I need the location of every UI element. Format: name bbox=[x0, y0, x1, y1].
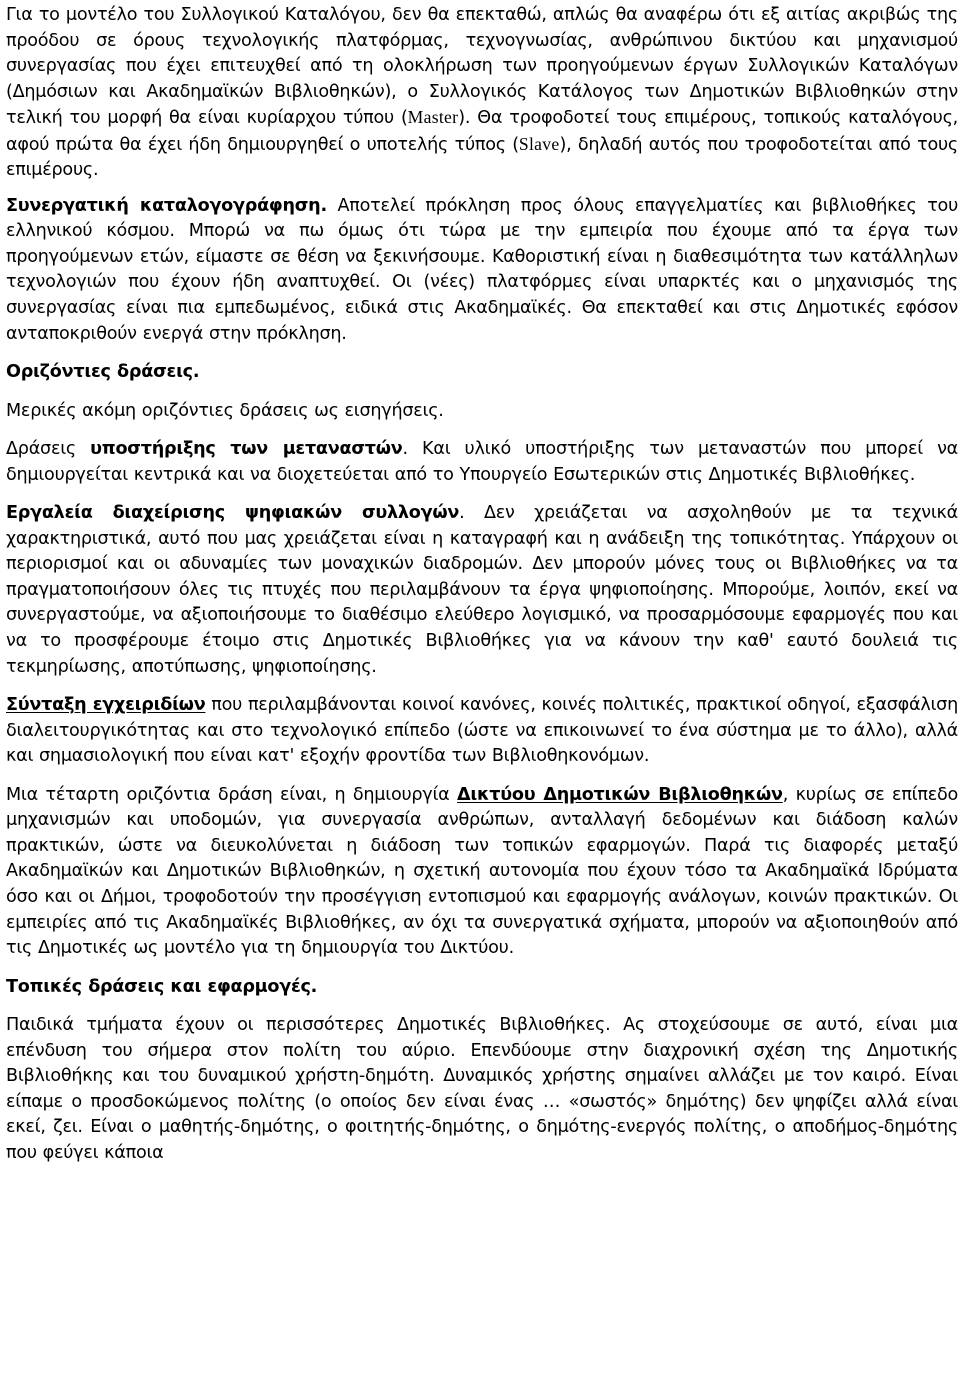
paragraph-migrant-support bbox=[6, 437, 958, 488]
paragraph-cooperative-cataloguing bbox=[6, 194, 958, 347]
text-segment: . Δεν χρειάζεται να ασχοληθούν με τα τεχνικά χαρακτηριστικά, αυτό που μας χρειάζεται είναι η καταγραφή και η ανάδειξη της τοπικότητας. Υπάρχουν οι περιορισμοί και οι αδυναμίες των μοναχικών διαδρομών. Δεν μπορούν μόνες τους οι Βιβλιοθήκες να τα πραγματοποιήσουν όλες τις πτυχές που περιλαμβάνουν τα έργα ψηφιοποίησης. Μπορούμε, λοιπόν, εκεί να συνεργαστούμε, να αξιοποιήσουμε το διαθέσιμο ελεύθερο λογισμικό, να προσαρμόσουμε εφαρμογές που και να το προσφέρουμε έτοιμο στις Δημοτικές Βιβλιοθήκες για να κάνουν την καθ' εαυτό δουλειά τις τεκμηρίωσης, αποτύπωσης, ψηφιοποίησης. bbox=[6, 503, 959, 677]
paragraph-digital-collections-tools bbox=[6, 501, 958, 680]
bold-underlined-term: Δικτύου Δημοτικών Βιβλιοθηκών bbox=[457, 784, 783, 805]
text-segment: . Και υλικό υποστήριξης των μεταναστών που μπορεί να δημιουργείται κεντρικά και να διοχετεύεται από το Υπουργείο Εσωτερικών στις Δημοτικές Βιβλιοθήκες. bbox=[6, 439, 958, 485]
text-segment: ), δηλαδή αυτός που τροφοδοτείται από τους επιμέρους. bbox=[6, 134, 958, 181]
bold-lead-in: υποστήριξης των μεταναστών bbox=[90, 439, 403, 460]
section-heading-local-actions: Τοπικές δράσεις και εφαρμογές. bbox=[6, 976, 318, 997]
text-segment: , κυρίως σε επίπεδο μηχανισμών και υποδομών, για συνεργασία ανθρώπων, ανταλλαγή δεδομένων και διάδοση καλών πρακτικών, ώστε να διευκολύνεται η διάδοση των τοπικών εφαρμογών. Παρά τις διαφορές μεταξύ Ακαδημαϊκών και Δημοτικών Βιβλιοθηκών, η σχετική αυτονομία που έχουν τόσο τα Ακαδημαϊκά Ιδρύματα όσο και οι Δήμοι, τροφοδοτούν την προσέγγιση εντοπισμού και εφαρμογής ανάλογων, κοινών πρακτικών. Οι εμπειρίες από τις Ακαδημαϊκές Βιβλιοθήκες, αν όχι τα συνεργατικά σχήματα, μπορούν να αξιοποιηθούν από τις Δημοτικές ως μοντέλο για τη δημιουργία του Δικτύου. bbox=[6, 784, 958, 959]
text-segment: Αποτελεί πρόκληση προς όλους επαγγελματίες και βιβλιοθήκες του ελληνικού κόσμου. Μπορώ να πω όμως ότι τώρα με την εμπειρία που έχουμε από τα έργα των προηγούμενων ετών, είμαστε σε θέση να ξεκινήσουμε. Καθοριστική είναι η διαθεσιμότητα των κατάλληλων τεχνολογιών που έχουν ήδη αναπτυχθεί. Οι (νέες) πλατφόρμες είναι υπαρκτές και ο μηχανισμός της συνεργασίας είναι πια εμπεδωμένος, ειδικά στις Ακαδημαϊκές. Θα επεκταθεί και στις Δημοτικές εφόσον ανταποκριθούν ενεργά στην πρόκληση. bbox=[6, 195, 958, 344]
paragraph-manuals bbox=[6, 693, 958, 770]
paragraph-children-sections: Παιδικά τμήματα έχουν οι περισσότερες Δημοτικές Βιβλιοθήκες. Ας στοχεύσουμε σε αυτό, είναι μια επένδυση του σήμερα στον πολίτη του αύριο. Επενδύουμε στην διαχρονική σχέση της Δημοτικής Βιβλιοθήκης και του δυναμικού χρήστη-δημότη. Δυναμικός χρήστης σημαίνει αλλάζει με τον καιρό. Είναι είπαμε ο προσδοκώμενος πολίτης (ο οποίος δεν είναι ένας … «σωστός» δημότης) δεν ψηφίζει αλλά είναι εκεί, ζει. Είναι ο μαθητής-δημότης, ο φοιτητής-δημότης, ο δημότης-ενεργός πολίτης, ο αποδήμος-δημότης που φεύγει κάποια bbox=[6, 1015, 958, 1163]
section-heading-horizontal-actions: Οριζόντιες δράσεις. bbox=[6, 362, 200, 383]
text-segment: Μια τέταρτη οριζόντια δράση είναι, η δημιουργία bbox=[6, 784, 458, 805]
paragraph-union-catalog bbox=[6, 3, 958, 184]
paragraph-intro-suggestions: Μερικές ακόμη οριζόντιες δράσεις ως εισηγήσεις. bbox=[6, 400, 444, 421]
term-master: Master bbox=[407, 107, 459, 128]
text-segment: Δράσεις bbox=[6, 439, 91, 460]
bold-lead-in: Συνεργατική καταλογογράφηση. bbox=[6, 195, 327, 216]
text-segment: ). Θα τροφοδοτεί τους επιμέρους, τοπικούς καταλόγους, αφού πρώτα θα έχει ήδη δημιουργηθεί ο υποτελής τύπος ( bbox=[6, 108, 958, 155]
text-segment: Για το μοντέλο του Συλλογικού Καταλόγου, δεν θα επεκταθώ, απλώς θα αναφέρω ότι εξ αιτίας ακριβώς της προόδου σε όρους τεχνολογικής πλατφόρμας, τεχνογνωσίας, ανθρώπινου δικτύου και μηχανισμού συνεργασίας που έχει επιτευχθεί από τη ολοκλήρωση των προηγούμενων έργων Συλλογικών Καταλόγων (Δημόσιων και Ακαδημαϊκών Βιβλιοθηκών), ο Συλλογικός Κατάλογος των Δημοτικών Βιβλιοθηκών στην τελική του μορφή θα είναι κυρίαρχου τύπου ( bbox=[6, 5, 958, 129]
document-page bbox=[6, 0, 958, 1166]
bold-lead-in: Εργαλεία διαχείρισης ψηφιακών συλλογών bbox=[6, 503, 460, 524]
bold-underlined-lead-in: Σύνταξη εγχειριδίων bbox=[6, 695, 206, 716]
paragraph-library-network bbox=[6, 783, 958, 962]
text-segment: που περιλαμβάνονται κοινοί κανόνες, κοινές πολιτικές, πρακτικοί οδηγοί, εξασφάλιση διαλειτουργικότητας και στο τεχνολογικό επίπεδο (ώστε να επικοινωνεί το ένα σύστημα με το άλλο), αλλά και σημασιολογική που είναι κατ' εξοχήν φροντίδα των Βιβλιοθηκονόμων. bbox=[6, 695, 958, 767]
term-slave: Slave bbox=[518, 133, 560, 154]
